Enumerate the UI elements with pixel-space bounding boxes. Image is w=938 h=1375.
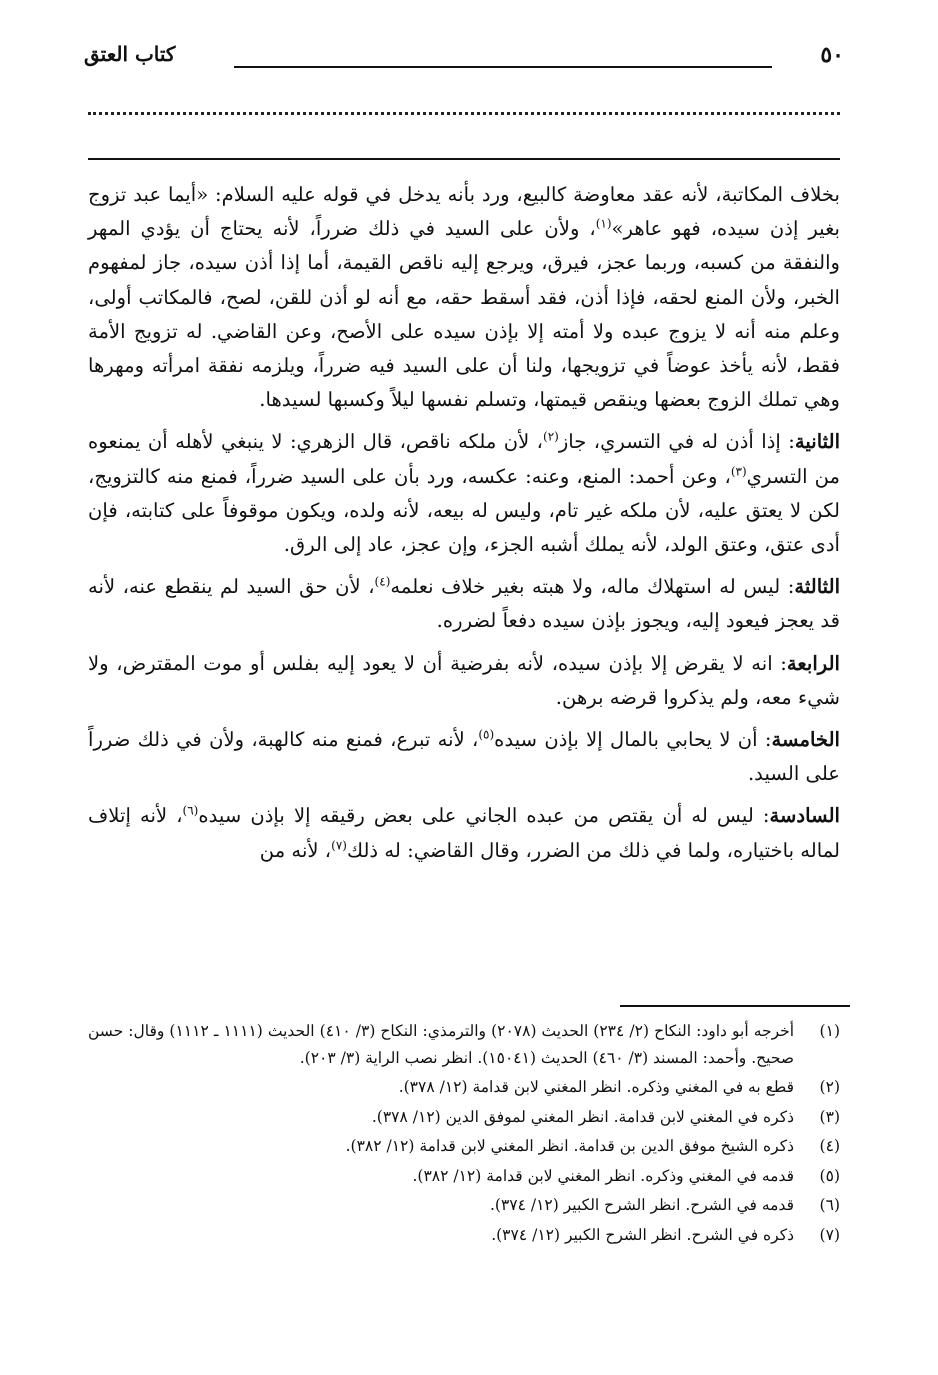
text-segment: : ليس له أن يقتص من عبده الجاني على بعض رقيقه إلا بإذن سيده — [198, 804, 770, 828]
paragraph-2 — [88, 425, 840, 562]
text-segment: ، لأنه من — [259, 838, 332, 862]
paragraph-6 — [88, 799, 840, 867]
text-segment: بخلاف المكاتبة، لأنه عقد معاوضة كالبيع، ورد بأنه يدخل في قوله عليه السلام: «أيما عبد تزوج بغير إذن سيده، فهو عاهر» — [88, 183, 840, 241]
text-segment: ، لأن حق السيد لم ينقطع عنه، لأنه قد يعجز فيعود إليه، ويجوز بإذن سيده دفعاً لضرره. — [88, 575, 840, 633]
page-number: ٥٠ — [820, 42, 844, 68]
footnote-number: (٧) — [819, 1225, 840, 1244]
footnote-text: ذكره في الشرح. انظر الشرح الكبير (١٢/ ٣٧٤). — [491, 1225, 794, 1244]
footnote-text: ذكره الشيخ موفق الدين بن قدامة. انظر المغني لابن قدامة (١٢/ ٣٨٢). — [345, 1137, 794, 1155]
footnote-number: (٣) — [819, 1107, 840, 1126]
footnotes — [88, 1018, 840, 1251]
section-term: الرابعة — [786, 651, 840, 675]
footnote-marker[interactable]: (٥) — [478, 727, 495, 742]
footnote-number: (٢) — [819, 1078, 840, 1096]
footnote-item — [88, 1222, 840, 1249]
main-text — [88, 178, 840, 876]
footnote-item — [88, 1104, 840, 1131]
text-segment: : ليس له استهلاك ماله، ولا هبته بغير خلاف نعلمه — [390, 575, 795, 599]
footnote-item — [88, 1163, 840, 1190]
running-title: كتاب العتق — [84, 42, 176, 66]
paragraph-5 — [88, 723, 840, 791]
text-segment: ، لأنه إتلاف لماله باختياره، ولما في ذلك من الضرر، وقال القاضي: له ذلك — [88, 804, 840, 862]
footnote-marker[interactable]: (٤) — [374, 574, 391, 589]
footnote-marker[interactable]: (٢) — [543, 429, 559, 444]
header-rule — [234, 66, 772, 68]
footnote-item — [88, 1192, 840, 1219]
text-segment: ، ولأن على السيد في ذلك ضرراً، لأنه يحتاج أن يؤدي المهر والنفقة من كسبه، وربما عجز، فيرق، ويرجع إليه ناقص القيمة، أما إذا أذن سيده، جاز لمفهوم الخبر، ولأن المنع لحقه، فإذا أذن، فقد أسقط حقه، مع أنه لو أذن للقن، لصح، فالمكاتب أولى، وعلم منه أنه لا يزوج عبده ولا أمته إلا بإذن سيده على الأصح، وعن القاضي. له تزويج الأمة فقط، لأنه يأخذ عوضاً في تزويجها، ولنا أن على السيد فيه ضرراً، ويلزمه نفقة امرأته ومهرها وهي تملك الزوج بعضها وينقص قيمتها، وتسلم نفسها ليلاً وكسبها لسيدها. — [88, 217, 840, 412]
paragraph-3 — [88, 570, 840, 638]
top-rule — [88, 158, 840, 160]
text-segment: ، لأنه تبرع، فمنع منه كالهبة، ولأن في ذلك ضرراً على السيد. — [88, 728, 840, 786]
footnote-marker[interactable]: (١) — [595, 216, 612, 231]
paragraph-4 — [88, 647, 840, 715]
text-segment: : أن لا يحابي بالمال إلا بإذن سيده — [494, 728, 772, 752]
footnote-text: قطع به في المغني وذكره. انظر المغني لابن قدامة (١٢/ ٣٧٨). — [398, 1078, 794, 1096]
section-term: الخامسة — [771, 728, 840, 752]
text-segment: ، وعن أحمد: المنع، وعنه: عكسه، ورد بأن على السيد ضرراً، فمنع منه كالتزويج، لكن لا يعتق عليه، لأن ملكه غير تام، وليس له بيعه، لأنه ولده، ويكون موقوفاً على كتابته، فإن أدى عتق، وعتق الولد، لأنه يملك أشبه الجزء، وإن عجز، عاد إلى الرق. — [88, 464, 840, 557]
footnote-number: (٥) — [819, 1166, 840, 1185]
paragraph-1 — [88, 178, 840, 417]
text-segment: : انه لا يقرض إلا بإذن سيده، لأنه بفرضية أن لا يعود إليه بفلس أو موت المقترض، ولا شيء معه، ولم يذكروا قرضه برهن. — [88, 651, 840, 709]
text-segment: : إذا أذن له في التسري، جاز — [558, 430, 795, 454]
dotted-separator — [88, 112, 840, 115]
footnote-marker[interactable]: (٣) — [730, 464, 747, 479]
footnote-item — [88, 1018, 840, 1071]
footnote-number: (٤) — [819, 1137, 840, 1155]
footnote-number: (١) — [819, 1022, 840, 1040]
text-segment: ، لأن ملكه ناقص، قال الزهري: لا ينبغي لأهله أن يمنعوه من التسري — [88, 430, 840, 488]
footnote-text: أخرجه أبو داود: النكاح (٢/ ٢٣٤) الحديث (٢٠٧٨) والترمذي: النكاح (٣/ ٤١٠) الحديث (١١١١ ـ ١١١٢) وقال: حسن صحيح. وأحمد: المسند (٣/ ٤٦٠) الحديث (١٥٠٤١). انظر نصب الراية (٣/ ٢٠٣). — [88, 1022, 795, 1067]
footnote-text: قدمه في الشرح. انظر الشرح الكبير (١٢/ ٣٧٤). — [489, 1196, 794, 1214]
footnote-item — [88, 1133, 840, 1160]
footnote-separator — [620, 1005, 850, 1007]
section-term: الثالثة — [794, 575, 841, 599]
footnote-text: قدمه في المغني وذكره. انظر المغني لابن قدامة (١٢/ ٣٨٢). — [412, 1166, 794, 1185]
page-header — [84, 42, 844, 78]
section-term: الثانية — [794, 430, 841, 454]
footnote-text: ذكره في المغني لابن قدامة. انظر المغني لموفق الدين (١٢/ ٣٧٨). — [371, 1107, 794, 1126]
footnote-marker[interactable]: (٦) — [182, 803, 199, 818]
footnote-marker[interactable]: (٧) — [331, 838, 347, 853]
section-term: السادسة — [769, 804, 840, 828]
footnote-number: (٦) — [819, 1196, 840, 1214]
footnote-item — [88, 1074, 840, 1101]
